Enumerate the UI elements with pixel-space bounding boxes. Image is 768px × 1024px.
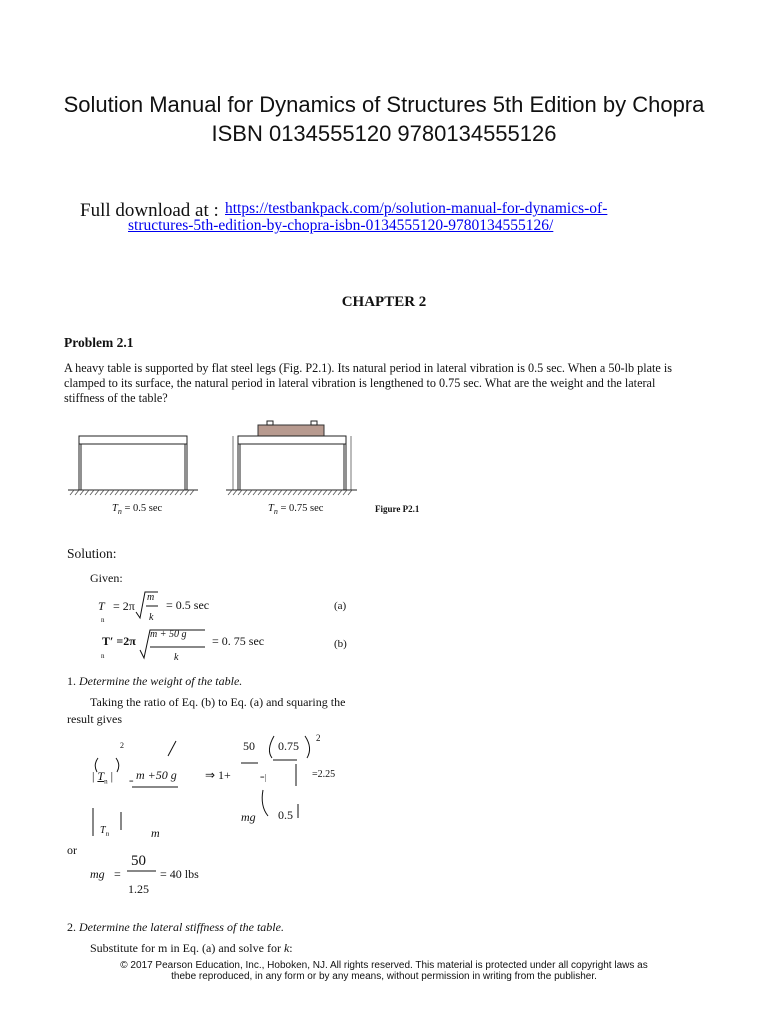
eq-a-rhs: = 0.5 sec	[166, 598, 210, 612]
mg-value: = 40 lbs	[160, 867, 199, 881]
ratio-power-right: 2	[316, 733, 321, 743]
ratio-numerator: m +50 g	[136, 768, 177, 782]
eq-b-numerator: m + 50 g	[150, 629, 187, 640]
footer-line2: thebe reproduced, in any form or by any means, without permission in writing from the publisher.	[171, 971, 597, 982]
eq-a-2pi: = 2π	[113, 599, 135, 613]
ratio-implies: ⇒ 1+	[205, 768, 231, 782]
mg-numerator: 50	[131, 853, 146, 869]
or-word: or	[67, 843, 77, 857]
table-left-drawing	[68, 436, 198, 490]
substitute-line: Substitute for m in Eq. (a) and solve for k:	[90, 941, 293, 955]
mg-eq: =	[114, 867, 121, 881]
ground-hatch-left	[70, 490, 194, 495]
ratio-eq-sign: =	[129, 777, 134, 786]
ratio-50: 50	[243, 739, 255, 753]
ratio-rhs: =2.25	[312, 769, 336, 780]
plate-rect	[258, 425, 324, 436]
download-link-line2[interactable]: structures-5th-edition-by-chopra-isbn-0134555120-9780134555126/	[128, 217, 554, 234]
mg-label: mg	[90, 867, 105, 881]
problem-heading: Problem 2.1	[64, 335, 134, 350]
eq-a-m: m	[147, 592, 155, 603]
eq-b-rhs: = 0. 75 sec	[212, 634, 265, 648]
table-right-drawing	[226, 421, 357, 490]
step2: 2. Determine the lateral stiffness of the table.	[67, 920, 284, 934]
ground-hatch-right	[228, 490, 352, 495]
ratio-mg: mg	[241, 810, 256, 824]
problem-text: A heavy table is supported by flat steel legs (Fig. P2.1). Its natural period in lateral vibration is 0.5 sec. When a 50-lb plate is clamped to its surface, the natural period in lateral vibration is lengthened to 0.75 sec. What are the weight and the lateral stiffness of the table?	[64, 361, 672, 405]
ratio-eq2: =|	[260, 773, 267, 782]
eq-a-T: T	[98, 599, 105, 613]
download-link-line1[interactable]: https://testbankpack.com/p/solution-manual-for-dynamics-of-	[225, 200, 608, 217]
chapter-heading: CHAPTER 2	[341, 294, 427, 310]
eq-a-label: (a)	[334, 600, 347, 612]
download-label: Full download at :	[80, 200, 219, 221]
caption-left: $T_n = 0.5$ sec	[112, 503, 163, 517]
eq-b-Tprime: T′ =2π	[102, 634, 136, 648]
ratio-Tn-bottom: $T_n$	[100, 825, 110, 838]
document-title: Solution Manual for Dynamics of Structures 5th Edition by Chopra ISBN 0134555120 9780134555126	[63, 92, 705, 146]
ratio-line2: result gives	[67, 712, 122, 726]
eq-a-subscript: n	[101, 616, 105, 624]
step1: 1. Determine the weight of the table.	[67, 674, 243, 688]
eq-a-k: k	[149, 612, 154, 623]
caption-right: $T_n = 0.75$ sec	[268, 503, 324, 517]
mg-denominator: 1.25	[128, 882, 149, 896]
solution-heading: Solution:	[67, 546, 117, 561]
ratio-power-left: 2	[120, 741, 124, 750]
copyright-footer	[100, 960, 668, 982]
eq-b-label: (b)	[334, 638, 347, 650]
eq-b-k: k	[174, 652, 179, 663]
eq-b-subscript: n	[101, 652, 105, 660]
ratio-denominator-m: m	[151, 826, 160, 840]
ratio-05: 0.5	[278, 808, 293, 822]
ratio-Tn-left: | $T_n$ |	[92, 769, 113, 786]
footer-line1: © 2017 Pearson Education, Inc., Hoboken, NJ. All rights reserved. This material is protected under all copyright laws as	[120, 960, 648, 971]
figure-label: Figure P2.1	[375, 504, 420, 514]
ratio-line1: Taking the ratio of Eq. (b) to Eq. (a) and squaring the	[90, 695, 346, 709]
ratio-075: 0.75	[278, 739, 299, 753]
given-label: Given:	[90, 571, 123, 585]
